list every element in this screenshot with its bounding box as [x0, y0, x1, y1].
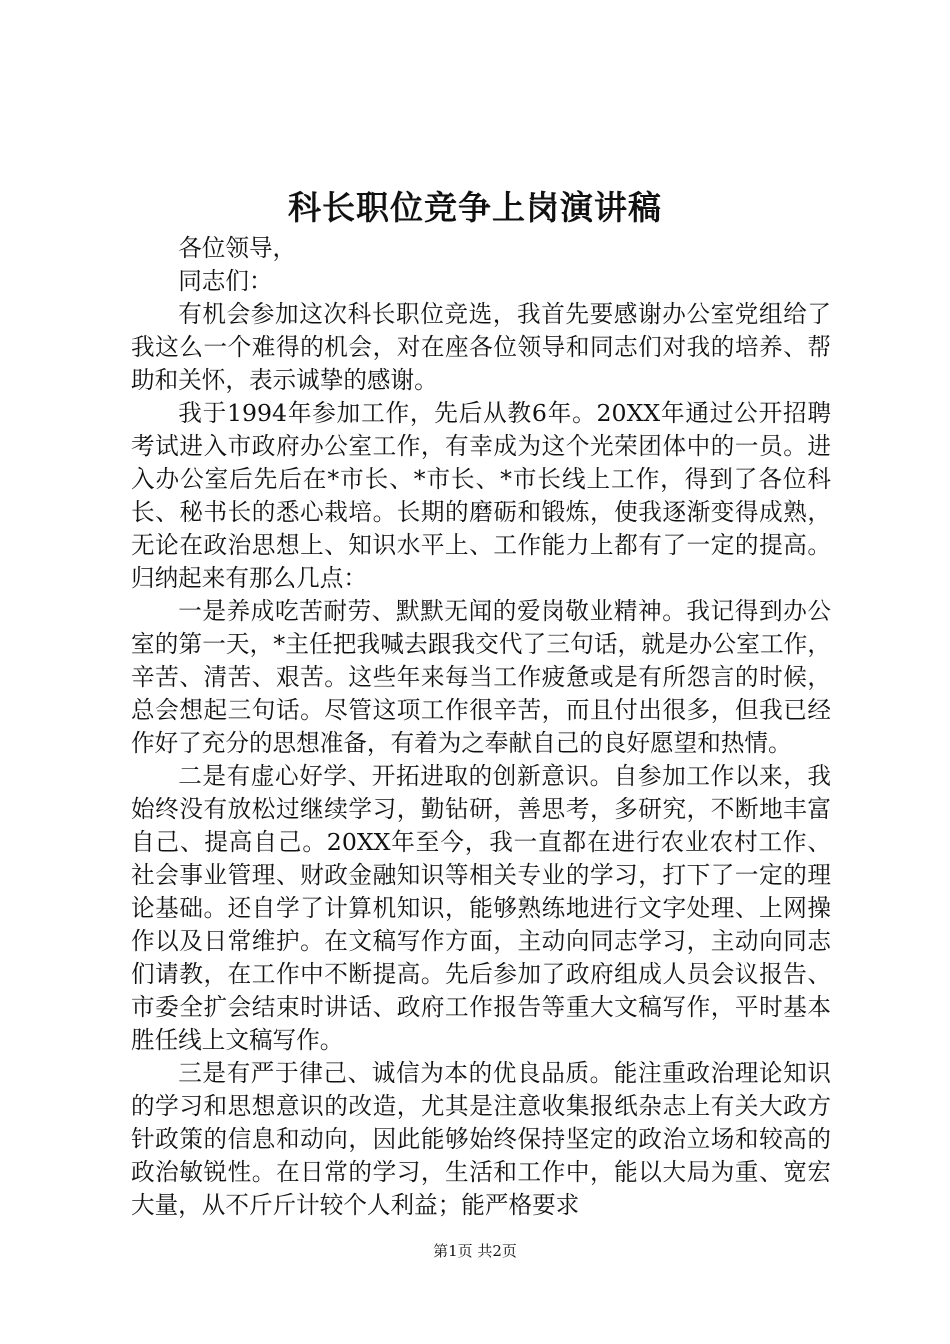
- document-title: 科长职位竞争上岗演讲稿: [288, 188, 662, 227]
- page-footer: 第1页 共2页: [433, 1242, 517, 1260]
- document-body: [131, 232, 831, 1222]
- paragraph-point-two: 二是有虚心好学、开拓进取的创新意识。自参加工作以来，我始终没有放松过继续学习，勤钻研，善思考，多研究，不断地丰富自己、提高自己。20XX年至今，我一直都在进行农业农村工作、社会事业管理、财政金融知识等相关专业的学习，打下了一定的理论基础。还自学了计算机知识，能够熟练地进行文字处理、上网操作以及日常维护。在文稿写作方面，主动向同志学习，主动向同志们请教，在工作中不断提高。先后参加了政府组成人员会议报告、市委全扩会结束时讲话、政府工作报告等重大文稿写作，平时基本胜任线上文稿写作。: [131, 762, 831, 1054]
- salutation-leaders: 各位领导，: [178, 234, 297, 262]
- paragraph-background: 我于1994年参加工作，先后从教6年。20XX年通过公开招聘考试进入市政府办公室工作，有幸成为这个光荣团体中的一员。进入办公室后先后在*市长、*市长、*市长线上工作，得到了各位科长、秘书长的悉心栽培。长期的磨砺和锻炼，使我逐渐变得成熟，无论在政治思想上、知识水平上、工作能力上都有了一定的提高。归纳起来有那么几点：: [131, 399, 831, 592]
- paragraph-intro: 有机会参加这次科长职位竞选，我首先要感谢办公室党组给了我这么一个难得的机会，对在座各位领导和同志们对我的培养、帮助和关怀，表示诚挚的感谢。: [131, 300, 831, 394]
- salutation-comrades: 同志们：: [178, 267, 273, 295]
- paragraph-point-one: 一是养成吃苦耐劳、默默无闻的爱岗敬业精神。我记得到办公室的第一天，*主任把我喊去跟我交代了三句话，就是办公室工作，辛苦、清苦、艰苦。这些年来每当工作疲惫或是有所怨言的时候，总会想起三句话。尽管这项工作很辛苦，而且付出很多，但我已经作好了充分的思想准备，有着为之奉献自己的良好愿望和热情。: [131, 597, 831, 757]
- paragraph-point-three: 三是有严于律己、诚信为本的优良品质。能注重政治理论知识的学习和思想意识的改造，尤其是注意收集报纸杂志上有关大政方针政策的信息和动向，因此能够始终保持坚定的政治立场和较高的政治敏锐性。在日常的学习，生活和工作中，能以大局为重、宽宏大量，从不斤斤计较个人利益；能严格要求: [131, 1059, 831, 1219]
